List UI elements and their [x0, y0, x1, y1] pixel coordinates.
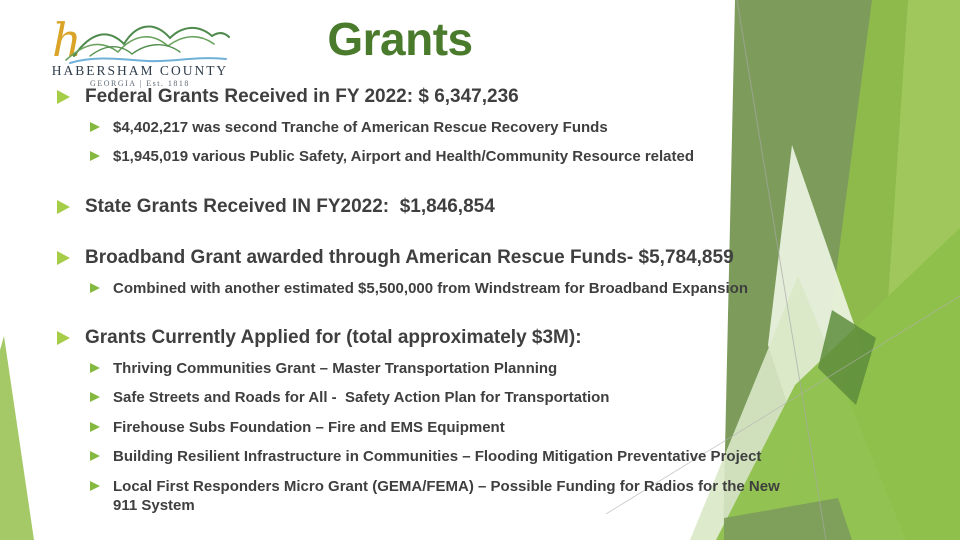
logo-monogram-h: h [52, 13, 82, 67]
sub-bullets [90, 279, 795, 299]
level2-bullet [90, 147, 795, 167]
grant-section [57, 247, 795, 298]
level2-bullet-text: Local First Responders Micro Grant (GEMA/FEMA) – Possible Funding for Radios for the New 911 System [113, 477, 784, 515]
triangle-bullet-icon [90, 151, 100, 161]
bullet-list [57, 86, 795, 540]
triangle-bullet-icon [57, 331, 70, 345]
level2-bullet [90, 279, 795, 299]
level2-bullet [90, 418, 795, 438]
sub-bullets [90, 118, 795, 167]
level1-bullet [57, 327, 795, 349]
level2-bullet-text: Firehouse Subs Foundation – Fire and EMS Equipment [113, 418, 505, 436]
grant-section [57, 86, 795, 167]
level1-bullet-text: Federal Grants Received in FY 2022: $ 6,347,236 [85, 86, 519, 107]
grant-section [57, 196, 795, 218]
level2-bullet-text: Building Resilient Infrastructure in Communities – Flooding Mitigation Preventative Project [113, 448, 762, 466]
triangle-bullet-icon [90, 451, 100, 461]
triangle-bullet-icon [90, 363, 100, 373]
level2-bullet-text: $1,945,019 various Public Safety, Airport and Health/Community Resource related [113, 148, 695, 166]
level2-bullet [90, 359, 795, 379]
page-title: Grants [327, 13, 473, 65]
level2-bullet-text: Thriving Communities Grant – Master Transportation Planning [113, 359, 558, 377]
level2-bullet-text: $4,402,217 was second Tranche of American Rescue Recovery Funds [113, 118, 608, 136]
level2-bullet-text: Combined with another estimated $5,500,000 from Windstream for Broadband Expansion [113, 279, 748, 297]
level1-bullet [57, 196, 795, 218]
habersham-county-logo [36, 4, 241, 90]
logo-subtitle: GEORGIA | Est. 1818 [90, 79, 190, 88]
mountains-icon [66, 27, 229, 60]
triangle-bullet-icon [90, 392, 100, 402]
level1-bullet-text: Broadband Grant awarded through American Rescue Funds- $5,784,859 [85, 246, 734, 268]
level2-bullet [90, 388, 795, 408]
triangle-bullet-icon [90, 481, 100, 491]
level2-bullet [90, 447, 795, 467]
triangle-bullet-icon [90, 422, 100, 432]
level1-bullet [57, 86, 795, 108]
logo-title: HABERSHAM COUNTY [51, 63, 229, 78]
triangle-bullet-icon [57, 251, 70, 265]
level1-bullet-text: Grants Currently Applied for (total approximately $3M): [85, 327, 582, 349]
level1-bullet [57, 247, 795, 269]
triangle-bullet-icon [90, 283, 100, 293]
level2-bullet-text: Safe Streets and Roads for All - Safety Action Plan for Transportation [113, 389, 610, 407]
level2-bullet [90, 477, 795, 516]
triangle-bullet-icon [57, 90, 70, 104]
grant-section [57, 327, 795, 516]
triangle-bullet-icon [90, 122, 100, 132]
triangle-bullet-icon [57, 200, 70, 214]
level1-bullet-text: State Grants Received IN FY2022: $1,846,854 [85, 195, 495, 217]
sub-bullets [90, 359, 795, 516]
level2-bullet [90, 118, 795, 138]
